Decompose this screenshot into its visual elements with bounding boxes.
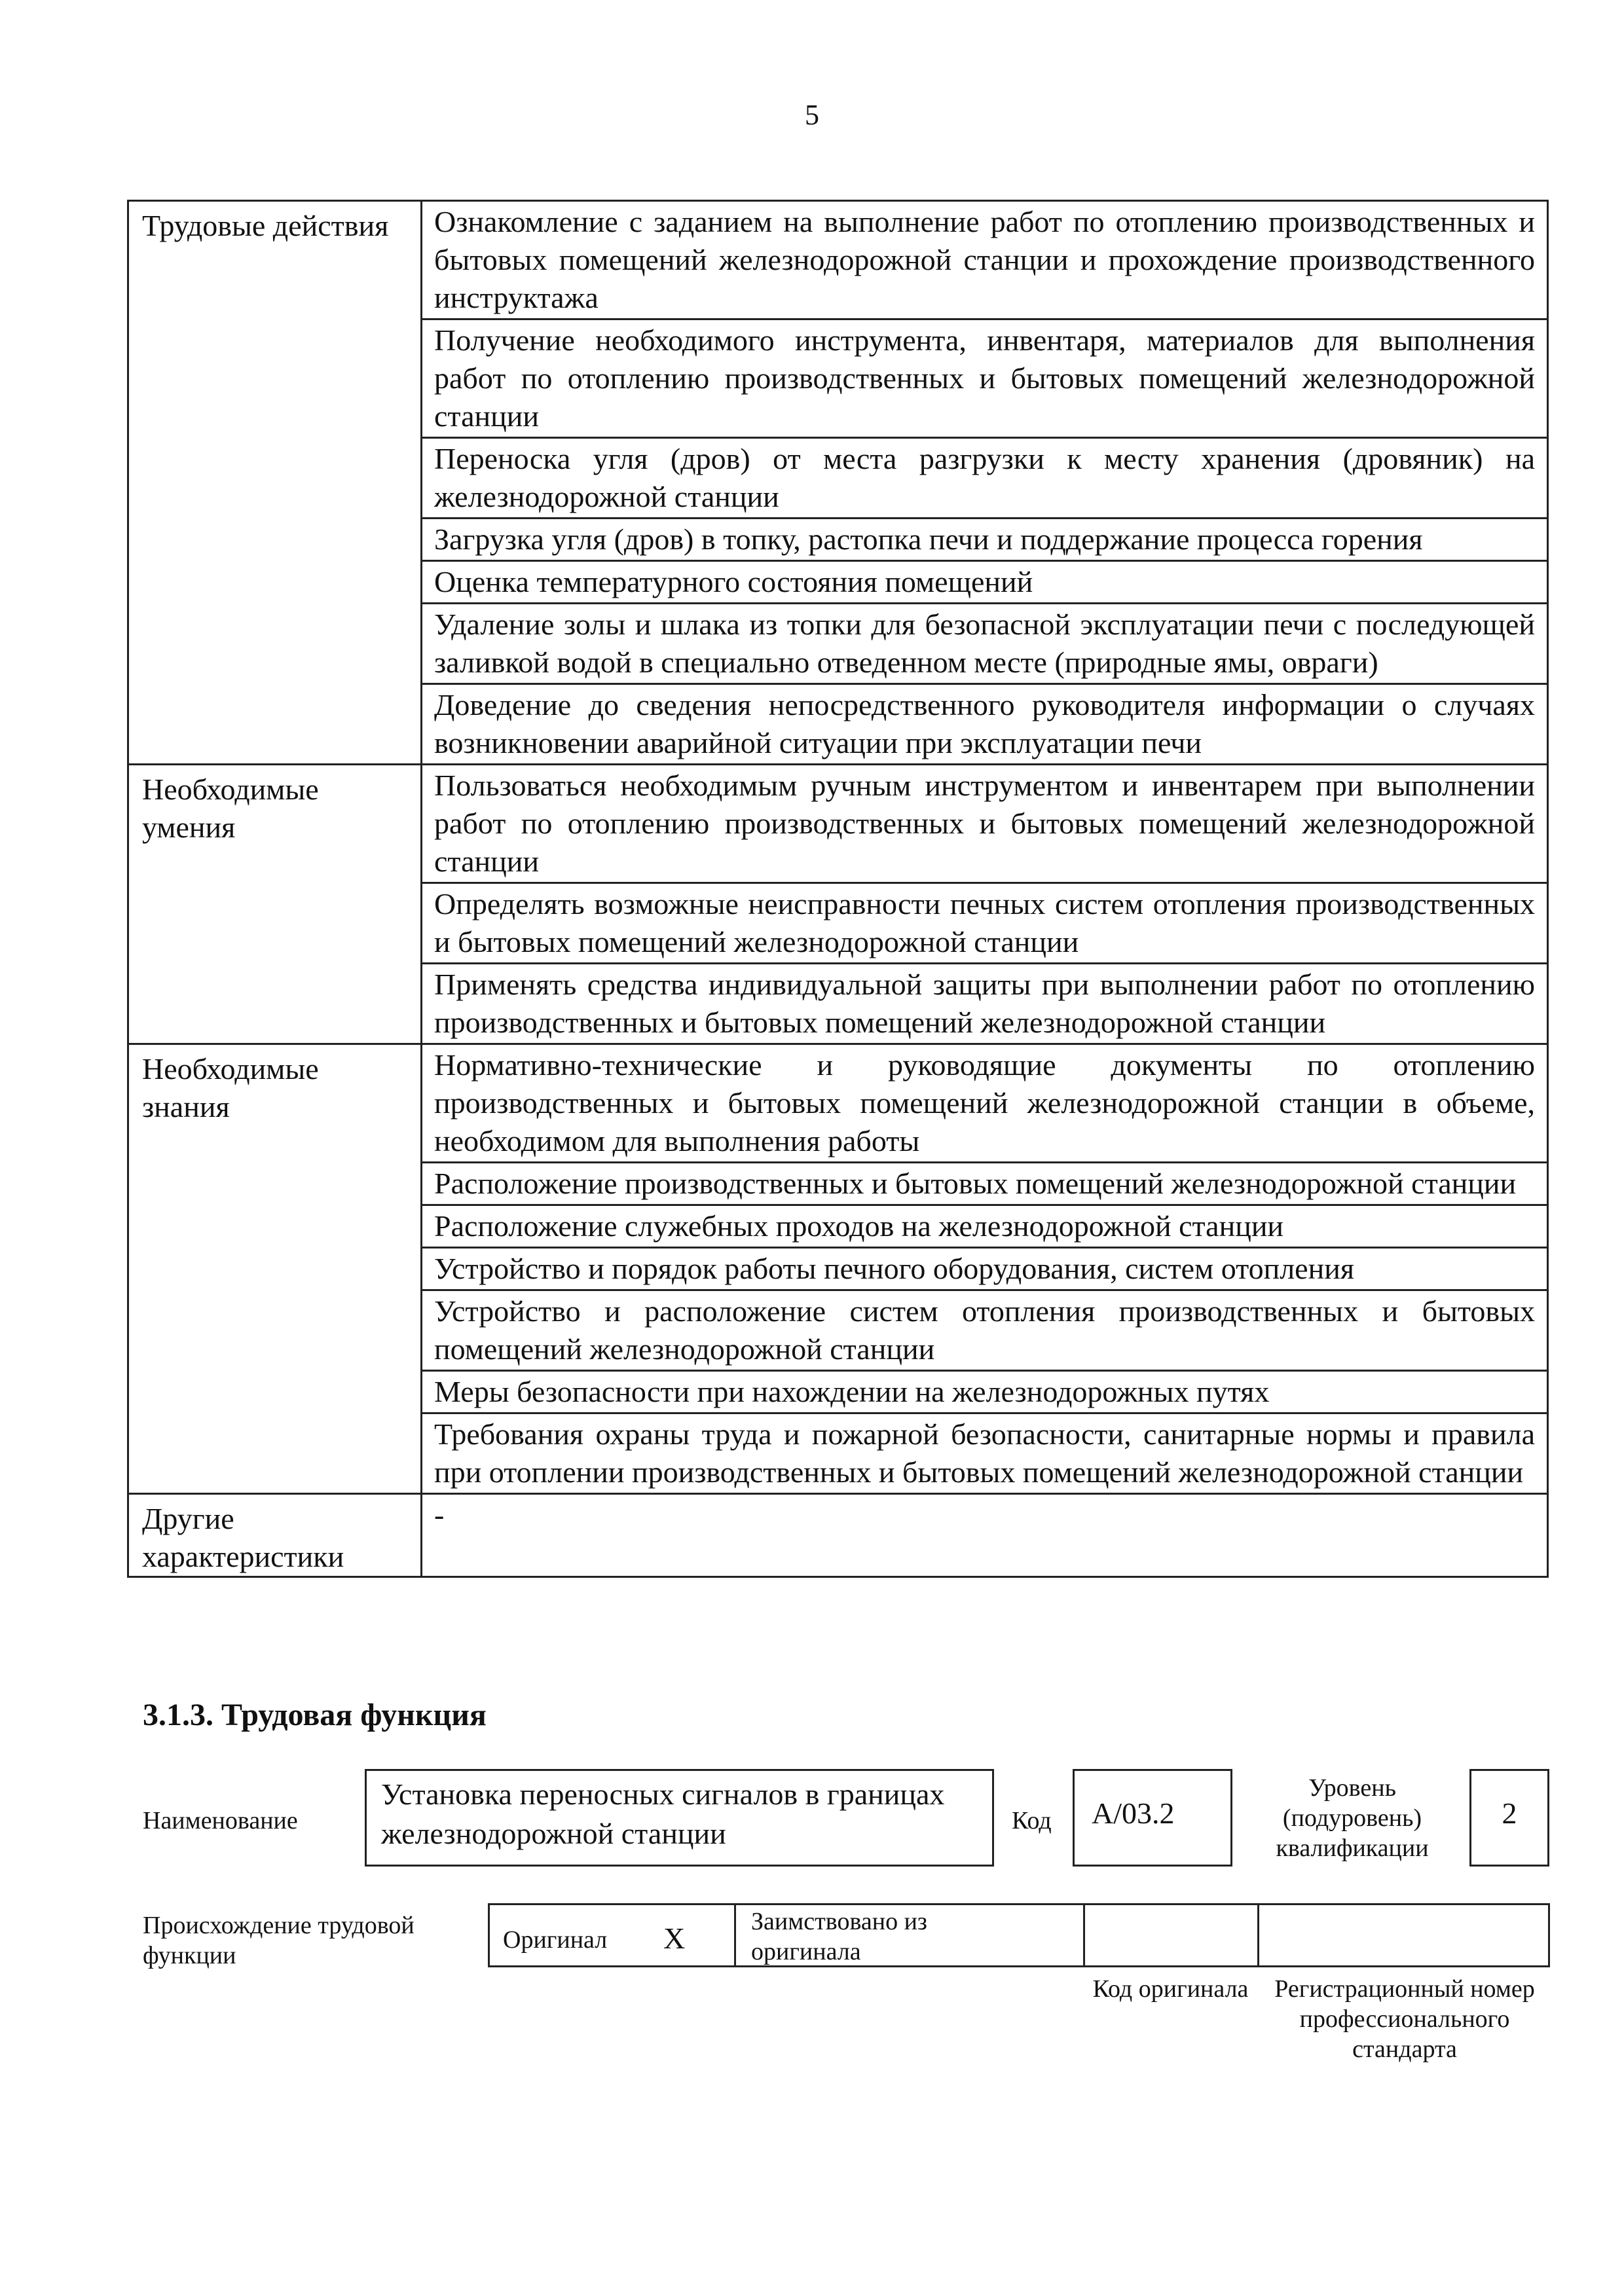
- row-content: -: [422, 1494, 1548, 1577]
- reg-number-caption: Регистрационный номер профессионального стандарта: [1274, 1975, 1535, 2063]
- row-content: Устройство и расположение систем отопления производственных и бытовых помещений железнодорожной станции: [422, 1290, 1548, 1371]
- table-row: [128, 765, 1548, 883]
- divider: [1083, 1903, 1085, 1967]
- table-row: [128, 201, 1548, 319]
- original-mark: X: [663, 1922, 686, 1955]
- table-body: [128, 201, 1548, 1577]
- row-content: Доведение до сведения непосредственного руководителя информации о случаях возникновении аварийной ситуации при эксплуатации печи: [422, 684, 1548, 765]
- name-label: Наименование: [143, 1807, 298, 1834]
- row-content: Определять возможные неисправности печных систем отопления производственных и бытовых помещений железнодорожной станции: [422, 883, 1548, 964]
- section-heading: 3.1.3. Трудовая функция: [143, 1698, 487, 1732]
- page-number: 5: [805, 99, 819, 131]
- row-content: Нормативно-технические и руководящие документы по отоплению производственных и бытовых помещений железнодорожной станции в объеме, необходимом для выполнения работы: [422, 1044, 1548, 1163]
- original-label: Оригинал: [503, 1926, 608, 1954]
- row-content: Требования охраны труда и пожарной безопасности, санитарные нормы и правила при отоплении производственных и бытовых помещений железнодорожной станции: [422, 1413, 1548, 1494]
- row-label: Другие характеристики: [128, 1494, 422, 1577]
- row-content: Применять средства индивидуальной защиты при выполнении работ по отоплению производственных и бытовых помещений железнодорожной станции: [422, 964, 1548, 1044]
- borrowed-label: Заимствовано из оригинала: [751, 1908, 927, 1965]
- function-name-box: [365, 1769, 994, 1867]
- row-label: Необходимые умения: [128, 765, 422, 1044]
- row-content: Оценка температурного состояния помещений: [422, 561, 1548, 604]
- level-box: [1469, 1769, 1549, 1867]
- row-content: Устройство и порядок работы печного оборудования, систем отопления: [422, 1248, 1548, 1290]
- divider: [1257, 1903, 1259, 1967]
- code-original-caption: Код оригинала: [1092, 1975, 1249, 2003]
- row-content: Расположение производственных и бытовых помещений железнодорожной станции: [422, 1163, 1548, 1205]
- table-row: [128, 1044, 1548, 1163]
- row-label: Трудовые действия: [128, 201, 422, 765]
- code-label: Код: [1012, 1807, 1052, 1834]
- table-row: [128, 1494, 1548, 1577]
- origin-label: Происхождение трудовой функции: [143, 1912, 415, 1969]
- row-content: Удаление золы и шлака из топки для безопасной эксплуатации печи с последующей заливкой водой в специально отведенном месте (природные ямы, овраги): [422, 604, 1548, 684]
- row-content: Пользоваться необходимым ручным инструментом и инвентарем при выполнении работ по отоплению производственных и бытовых помещений железнодорожной станции: [422, 765, 1548, 883]
- code-box: [1073, 1769, 1232, 1867]
- code-value: A/03.2: [1092, 1796, 1175, 1830]
- row-content: Получение необходимого инструмента, инвентаря, материалов для выполнения работ по отоплению производственных и бытовых помещений железнодорожной станции: [422, 319, 1548, 438]
- row-content: Меры безопасности при нахождении на железнодорожных путях: [422, 1371, 1548, 1413]
- row-content: Ознакомление с заданием на выполнение работ по отоплению производственных и бытовых помещений железнодорожной станции и прохождение производственного инструктажа: [422, 201, 1548, 319]
- row-content: Расположение служебных проходов на железнодорожной станции: [422, 1205, 1548, 1248]
- level-label: Уровень (подуровень) квалификации: [1276, 1774, 1429, 1862]
- row-content: Переноска угля (дров) от места разгрузки к месту хранения (дровяник) на железнодорожной станции: [422, 438, 1548, 519]
- function-name-value: Установка переносных сигналов в границах железнодорожной станции: [381, 1777, 945, 1850]
- row-content: Загрузка угля (дров) в топку, растопка печи и поддержание процесса горения: [422, 519, 1548, 561]
- origin-row: [488, 1903, 1550, 1967]
- divider: [734, 1903, 736, 1967]
- row-label: Необходимые знания: [128, 1044, 422, 1494]
- work-function-table: [127, 200, 1549, 1578]
- level-value: 2: [1502, 1796, 1517, 1830]
